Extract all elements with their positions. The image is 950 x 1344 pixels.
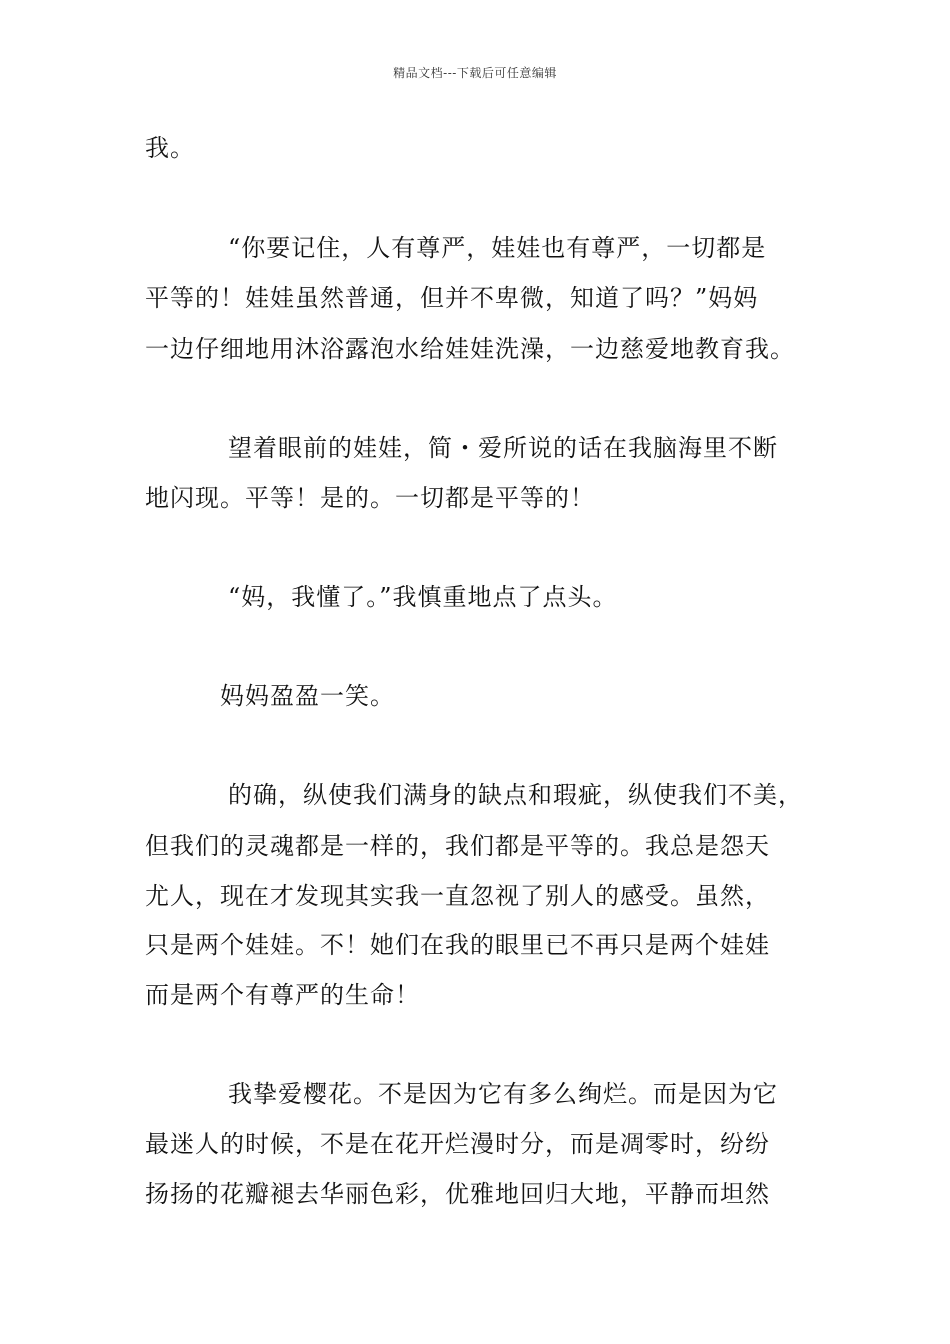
text-line: 的确，纵使我们满身的缺点和瑕疵，纵使我们不美， [228, 781, 803, 809]
text-line: “你要记住，人有尊严，娃娃也有尊严，一切都是 [228, 234, 767, 262]
text-line: 我挚爱樱花。不是因为它有多么绚烂。而是因为它 [228, 1080, 778, 1108]
text-line: 只是两个娃娃。不！她们在我的眼里已不再只是两个娃娃 [145, 931, 770, 959]
text-line: 地闪现。平等！是的。一切都是平等的！ [145, 484, 595, 512]
text-line: 最迷人的时候，不是在花开烂漫时分，而是凋零时，纷纷 [145, 1130, 770, 1158]
text-line: 而是两个有尊严的生命！ [145, 981, 420, 1009]
text-line: “妈，我懂了。”我慎重地点了点头。 [228, 583, 618, 611]
text-line: 一边仔细地用沐浴露泡水给娃娃洗澡，一边慈爱地教育我。 [145, 335, 795, 363]
text-line: 妈妈盈盈一笑。 [220, 682, 395, 710]
text-line: 我。 [145, 134, 195, 162]
text-line: 但我们的灵魂都是一样的，我们都是平等的。我总是怨天 [145, 832, 770, 860]
page-header: 精品文档---下载后可任意编辑 [393, 66, 557, 80]
text-line: 望着眼前的娃娃，简・爱所说的话在我脑海里不断 [228, 434, 778, 462]
text-line: 平等的！娃娃虽然普通，但并不卑微，知道了吗？”妈妈 [145, 284, 759, 312]
text-line: 扬扬的花瓣褪去华丽色彩，优雅地回归大地，平静而坦然 [145, 1180, 770, 1208]
text-line: 尤人，现在才发现其实我一直忽视了别人的感受。虽然， [145, 882, 770, 910]
